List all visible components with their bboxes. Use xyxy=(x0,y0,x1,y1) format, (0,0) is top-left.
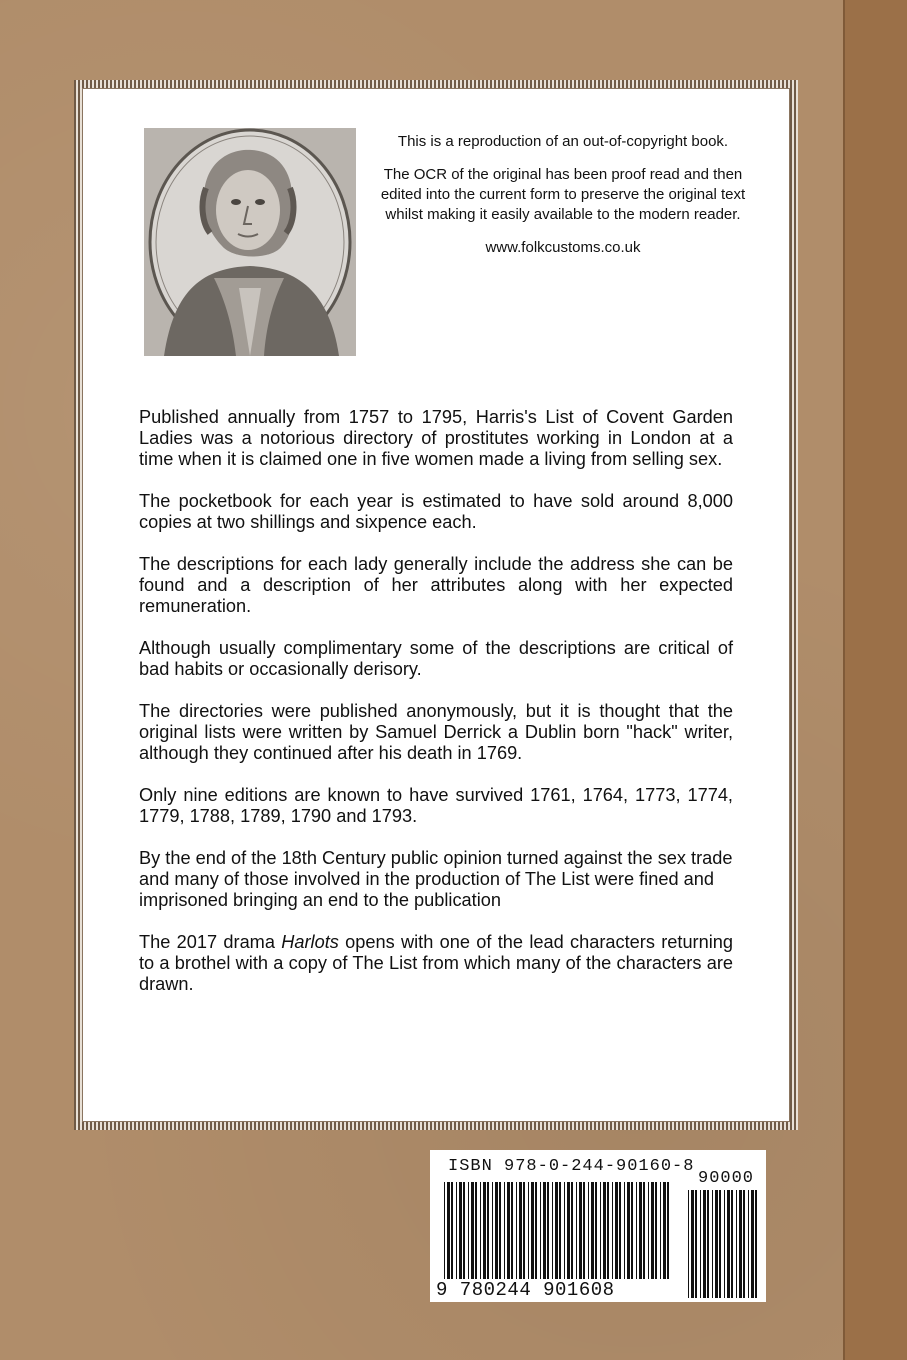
barcode-bar xyxy=(727,1190,730,1298)
notice-line-1: This is a reproduction of an out-of-copyright book. xyxy=(397,133,729,150)
author-portrait xyxy=(144,128,356,356)
barcode-bar xyxy=(715,1190,718,1298)
barcode-bar xyxy=(731,1190,733,1298)
drama-title: Harlots xyxy=(281,932,339,952)
cover-edge xyxy=(843,0,907,1360)
barcode-bar xyxy=(700,1190,701,1298)
barcode-bar xyxy=(724,1190,725,1298)
barcode-bar xyxy=(743,1190,745,1298)
barcode-bar xyxy=(736,1190,737,1298)
back-cover-panel xyxy=(74,80,798,1130)
book-description xyxy=(139,407,733,1016)
barcode-bar xyxy=(712,1190,713,1298)
isbn-barcode xyxy=(430,1150,766,1302)
addon-bars xyxy=(686,1190,760,1298)
paragraph-3: The descriptions for each lady generally include the address she can be found and a description of her attributes along with her expected remuneration. xyxy=(139,554,733,616)
barcode-bar xyxy=(739,1190,742,1298)
notice-line-2: The OCR of the original has been proof read and then edited into the current form to preserve the original text whilst making it easily available to the modern reader. xyxy=(380,166,746,223)
paragraph-5: The directories were published anonymously, but it is thought that the original lists were written by Samuel Derrick a Dublin born "hack" writer, although they continued after his death in 1769. xyxy=(139,701,733,763)
paragraph-8-start: The 2017 drama xyxy=(139,932,282,952)
barcode-bar xyxy=(695,1190,697,1298)
paragraph-1: Published annually from 1757 to 1795, Harris's List of Covent Garden Ladies was a notorious directory of prostitutes working in London at a time when it is claimed one in five women made a living from selling sex. xyxy=(139,407,733,469)
barcode-bar xyxy=(703,1190,706,1298)
barcode-bar xyxy=(719,1190,721,1298)
paragraph-7: By the end of the 18th Century public opinion turned against the sex trade and many of those involved in the production of The List were fined and imprisoned bringing an end to the publication xyxy=(139,848,733,910)
barcode-bar xyxy=(751,1190,754,1298)
ean-digits: 9 780244 901608 xyxy=(436,1279,670,1301)
website-link[interactable]: www.folkcustoms.co.uk xyxy=(485,239,641,256)
paragraph-8-end: opens with one of the lead characters returning to a brothel with a copy of The List from which many of the characters are drawn. xyxy=(139,932,733,994)
paragraph-8 xyxy=(139,932,733,995)
barcode-bar xyxy=(755,1190,757,1298)
isbn-label: ISBN 978-0-244-90160-8 xyxy=(448,1157,695,1176)
paragraph-6: Only nine editions are known to have survived 1761, 1764, 1773, 1774, 1779, 1788, 1789, 1790 and 1793. xyxy=(139,785,733,826)
barcode-bar xyxy=(688,1190,689,1298)
barcode-bar xyxy=(707,1190,709,1298)
price-addon-label: 90000 xyxy=(698,1169,755,1188)
barcode-bar xyxy=(748,1190,749,1298)
barcode-bar xyxy=(691,1190,694,1298)
reproduction-notice xyxy=(378,132,748,271)
paragraph-2: The pocketbook for each year is estimated to have sold around 8,000 copies at two shillings and sixpence each. xyxy=(139,491,733,532)
paragraph-4: Although usually complimentary some of the descriptions are critical of bad habits or occasionally derisory. xyxy=(139,638,733,679)
